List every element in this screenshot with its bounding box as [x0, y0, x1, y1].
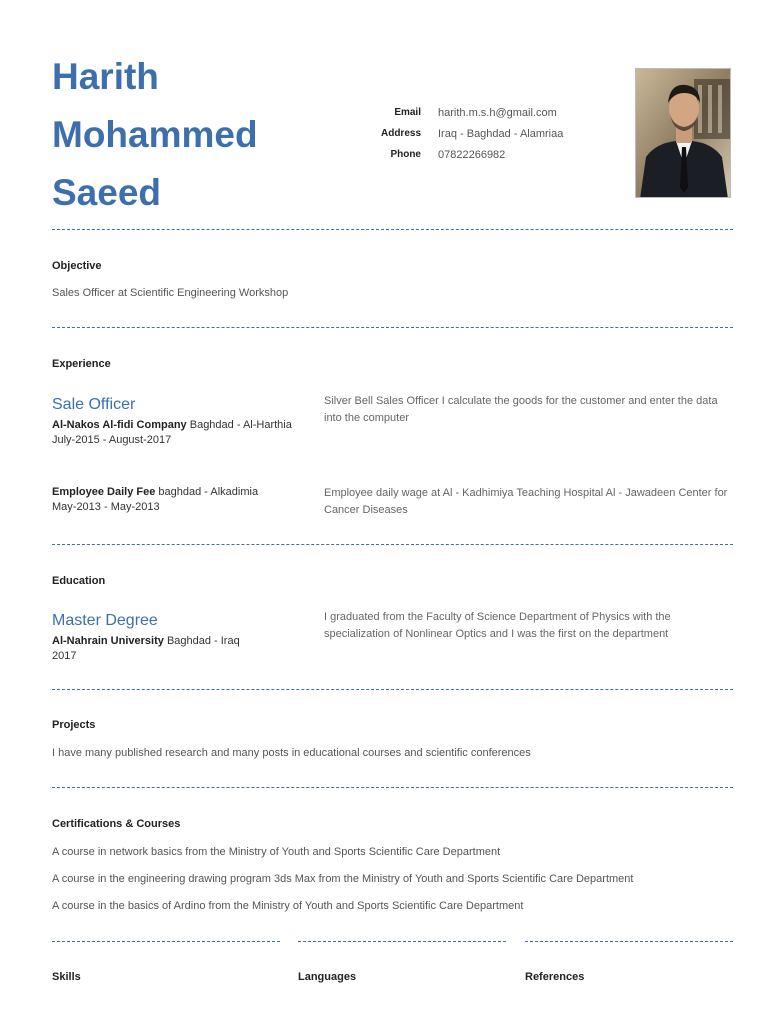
candidate-name [52, 48, 352, 222]
name-middle: Mohammed [52, 114, 258, 155]
divider [298, 941, 506, 942]
certification-item: A course in the engineering drawing program 3ds Max from the Ministry of Youth and Sports Scientific Care Department [52, 873, 634, 885]
certification-item: A course in network basics from the Ministry of Youth and Sports Scientific Care Department [52, 846, 501, 858]
contact-address-value: Iraq - Baghdad - Alamriaa [438, 127, 564, 140]
experience-company-line [52, 486, 258, 498]
section-title-education: Education [52, 575, 106, 587]
contact-email-label: Email [394, 107, 421, 118]
experience-dates: May-2013 - May-2013 [52, 501, 160, 513]
divider [52, 941, 280, 942]
divider [52, 327, 733, 328]
experience-company: Employee Daily Fee [52, 486, 156, 498]
projects-text: I have many published research and many posts in educational courses and scientific conferences [52, 747, 531, 759]
divider [52, 787, 733, 788]
name-first: Harith [52, 56, 159, 97]
education-degree: Master Degree [52, 612, 158, 629]
name-last: Saeed [52, 172, 162, 213]
education-description: I graduated from the Faculty of Science Department of Physics with the specialization of Nonlinear Optics and I was the first on the department [324, 611, 671, 640]
contact-phone-value: 07822266982 [438, 148, 506, 161]
experience-description: Silver Bell Sales Officer I calculate the goods for the customer and enter the data into the computer [324, 395, 718, 424]
person-photo-icon [636, 69, 731, 198]
section-title-projects: Projects [52, 719, 96, 731]
divider [52, 544, 733, 545]
section-title-objective: Objective [52, 260, 102, 272]
experience-dates: July-2015 - August-2017 [52, 434, 172, 446]
contact-email-value[interactable]: harith.m.s.h@gmail.com [438, 106, 557, 119]
experience-location: baghdad - Alkadimia [158, 486, 259, 498]
certification-item: A course in the basics of Ardino from the Ministry of Youth and Sports Scientific Care Department [52, 900, 524, 912]
contact-email-row [340, 102, 620, 123]
education-location: Baghdad - Iraq [166, 635, 240, 647]
experience-company-line [52, 419, 292, 431]
section-title-references: References [525, 971, 585, 983]
divider [52, 229, 733, 230]
contact-address-row [340, 123, 620, 144]
experience-company: Al-Nakos Al-fidi Company [52, 419, 187, 431]
divider [525, 941, 733, 942]
section-title-experience: Experience [52, 358, 111, 370]
education-year: 2017 [52, 650, 77, 662]
contact-address-label: Address [380, 128, 421, 139]
objective-text: Sales Officer at Scientific Engineering Workshop [52, 287, 289, 299]
experience-role: Sale Officer [52, 396, 136, 413]
section-title-skills: Skills [52, 971, 81, 983]
experience-location: Baghdad - Al-Harthia [189, 419, 292, 431]
divider [52, 689, 733, 690]
contact-phone-row [340, 144, 620, 165]
section-title-certifications: Certifications & Courses [52, 818, 181, 830]
section-title-languages: Languages [298, 971, 357, 983]
experience-description: Employee daily wage at Al - Kadhimiya Teaching Hospital Al - Jawadeen Center for Cancer Diseases [324, 487, 728, 516]
contact-info [340, 102, 620, 165]
contact-phone-label: Phone [390, 149, 421, 160]
education-school-line [52, 635, 240, 647]
education-school: Al-Nahrain University [52, 635, 164, 647]
profile-photo [635, 68, 731, 198]
